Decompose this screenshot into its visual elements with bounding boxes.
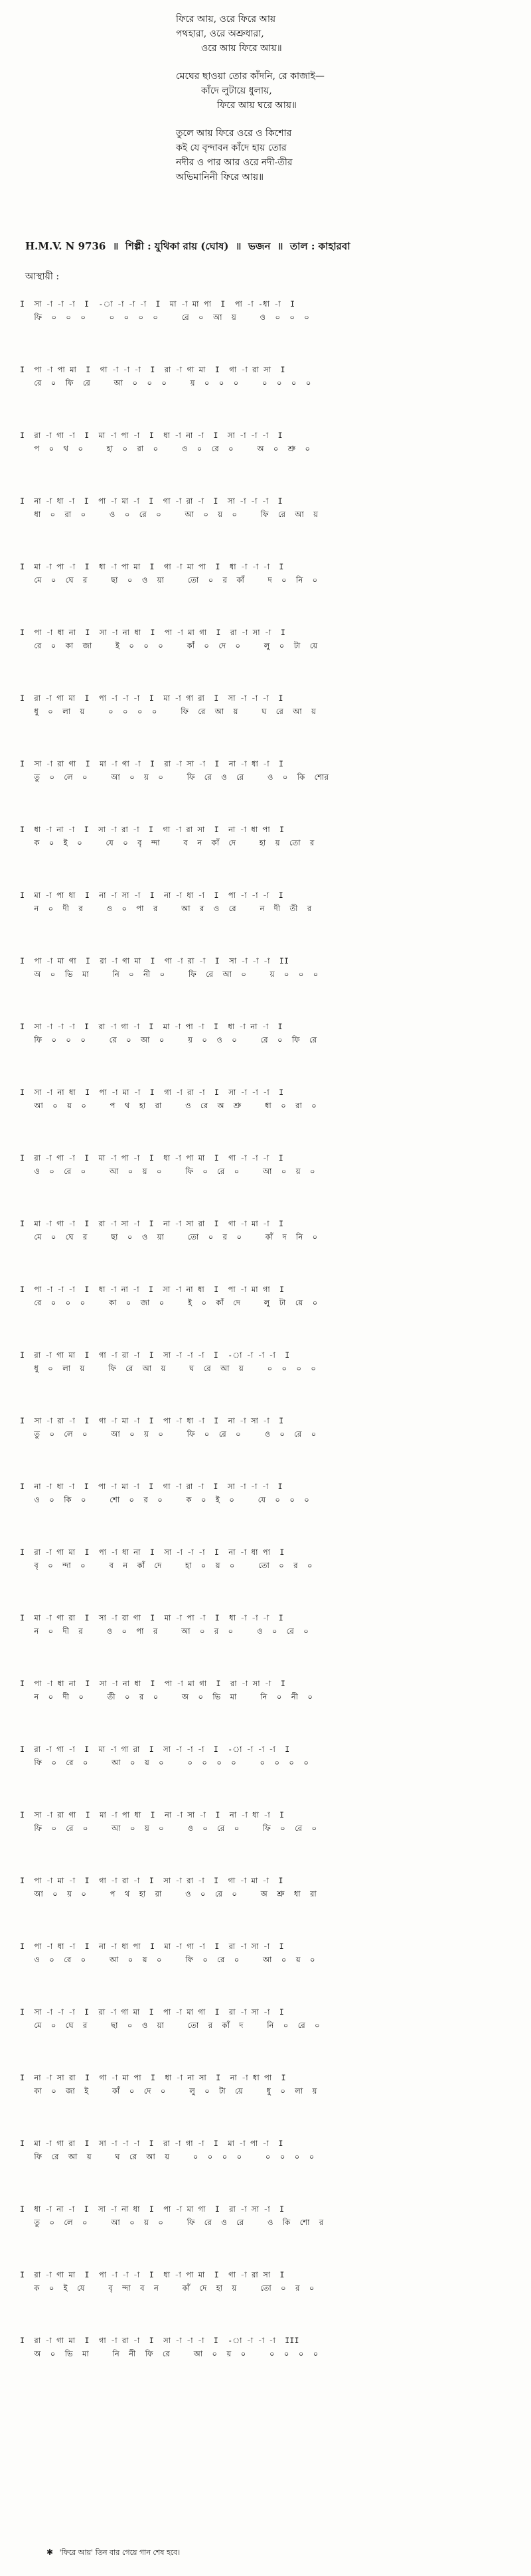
notation-row xyxy=(20,1409,511,1474)
bol-line: রে ০ কা জা ই ০ ০ ০ কাঁ ০ দে ০ লু ০ টা য়ে xyxy=(20,641,318,650)
bol-line: মে ০ ঘে র ছা ০ ও য়া তো ০ র কাঁ দ ০ নি ০ xyxy=(20,575,318,585)
bol-line: তু ০ লে ০ আ ০ য় ০ ফি ০ রে ০ ও ০ রে ০ xyxy=(20,1429,317,1439)
notation-row xyxy=(20,1869,511,1934)
bol-line: ফি ০ রে ০ আ ০ য় ০ ও ০ রে ০ ফি ০ রে ০ xyxy=(20,1824,317,1833)
lyrics-stanza-3 xyxy=(176,126,415,184)
artist-name: শিল্পী : যুথিকা রায় (ঘোষ) xyxy=(125,240,229,252)
notation-row xyxy=(20,358,511,423)
swara-line: I রা -া গা -া I মা -া পা -া I ধা -া পা মা I গা -া -া -া I xyxy=(20,1153,283,1163)
bol-line: ন ০ দী ০ তী ০ র ০ অ ০ ভি মা নি ০ নী ০ xyxy=(20,1692,313,1701)
lyric-line: মেঘের ছাওয়া তোর কাঁদনি, রে কাজাই— xyxy=(176,71,325,82)
bol-line: মে ০ ঘে র ছা ০ ও য়া তো ০ র ০ কাঁ দ নি ০ xyxy=(20,1232,318,1242)
lyric-line: অভিমানিনী ফিরে আয়॥ xyxy=(176,172,264,182)
notation-row xyxy=(20,1474,511,1540)
notation-row xyxy=(20,1737,511,1803)
lyrics-block xyxy=(176,12,415,198)
swara-line: I মা -া গা রা I সা -া -া -া I রা -া গা -া I মা -া পা -া I xyxy=(20,2139,283,2148)
bol-line: ধু ০ লা য় ফি রে আ য় ঘ রে আ য় ০ ০ ০ ০ xyxy=(20,1364,317,1373)
notation-row xyxy=(20,1080,511,1146)
bol-line: ফি ০ রে ০ আ ০ য় ০ ০ ০ ০ ০ ০ ০ ০ ০ xyxy=(20,1758,309,1767)
bol-line: ও ০ রে ০ আ ০ য় ০ ফি ০ রে ০ আ ০ য় ০ xyxy=(20,1955,315,1964)
bol-line: ও ০ রে ০ আ ০ য় ০ ফি ০ রে ০ আ ০ য় ০ xyxy=(20,1167,315,1176)
bol-line: ন ০ দী র ও ০ পা র আ র ও রে ন দী তী র xyxy=(20,904,312,913)
notation-row xyxy=(20,1803,511,1869)
bol-line: বৃ ০ ন্দা ০ ব ন কাঁ দে হা ০ য় ০ তো ০ র ০ xyxy=(20,1561,313,1570)
notation-row xyxy=(20,2066,511,2131)
swara-line: I রা -া গা -া I মা -া পা -া I ধা -া না -া I সা -া -া -া I xyxy=(20,431,283,440)
lyric-line: পথহারা, ওরে অশ্রুধারা, xyxy=(176,29,264,39)
bol-line: আ ০ য় ০ প থ হা রা ও ০ রে ০ অ শ্রু ধা রা xyxy=(20,1889,317,1898)
bol-line: ফি ০ ০ ০ রে ০ আ ০ য় ০ ও ০ রে ০ ফি রে xyxy=(20,1035,317,1044)
bol-line: ও ০ কি ০ শো ০ র ০ ক ০ ই ০ যে ০ ০ ০ xyxy=(20,1495,309,1504)
lyric-line: কাঁদে লুটায়ে ধুলায়, xyxy=(201,86,272,96)
bol-line: ক ০ ই ০ যে ০ বৃ ন্দা ব ন কাঁ দে হা য় তো র xyxy=(20,838,315,847)
swara-line: I পা -া ধা না I সা -া না ধা I পা -া মা গা I রা -া সা -া I xyxy=(20,1679,285,1688)
notation-row xyxy=(20,2328,511,2394)
bol-line: ক ০ ই যে বৃ ন্দা ব ন কাঁ দে হা য় তো ০ র ০ xyxy=(20,2283,315,2293)
notation-row xyxy=(20,1146,511,1212)
swara-line: I সা -া -া -া I রা -া গা মা I পা -া মা গা I রা -া সা -া I xyxy=(20,2007,285,2017)
lyric-line: ওরে আয় ফিরে আয়॥ xyxy=(201,43,282,54)
swara-line: I মা -া গা -া I রা -া সা -া I না -া সা রা I গা -া মা -া I xyxy=(20,1219,284,1228)
swara-line: I পা -া পা মা I গা -া -া -া I রা -া গা মা I গা -া রা সা I xyxy=(20,365,285,374)
swara-line: I মা -া পা -া I ধা -া পা মা I গা -া মা পা I ধা -া -া -া I xyxy=(20,562,284,571)
swara-line: I রা -া গা মা I পা -া -া -া I মা -া গা রা I সা -া -া -া I xyxy=(20,693,283,703)
notation-row xyxy=(20,620,511,686)
bol-line: প ০ থ ০ হা ০ রা ০ ও ০ রে ০ অ ০ শ্রু ০ xyxy=(20,444,311,453)
star-icon: ✱ xyxy=(46,2547,54,2557)
swara-line: I রা -া গা -া I মা -া গা রা I সা -া -া -া I -া -া -া -া I xyxy=(20,1745,290,1754)
footnote xyxy=(46,2547,180,2559)
lyric-line: কই যে বৃন্দাবন কাঁদে হায় তোর xyxy=(176,143,287,153)
swara-line: I সা -া না ধা I পা -া মা -া I গা -া রা -া I সা -া -া -া I xyxy=(20,1088,284,1097)
footnote-text: 'ফিরে আয়' তিন বার গেয়ে গান শেষ হবে। xyxy=(59,2548,181,2557)
notation-row xyxy=(20,1015,511,1080)
swara-line: I পা -া মা গা I রা -া গা মা I গা -া রা -া I সা -া -া -া II xyxy=(20,956,289,966)
notation-row xyxy=(20,1212,511,1277)
header-separator: ॥ xyxy=(232,240,245,252)
lyrics-stanza-2 xyxy=(176,69,415,113)
tala: তাল : কাহারবা xyxy=(289,240,350,252)
notation-row xyxy=(20,818,511,883)
notation-row xyxy=(20,1540,511,1606)
swara-line: I সা -া -া -া I -া -া -া -া I মা -া মা পা I পা -া -ধা -া I xyxy=(20,299,295,309)
bol-line: কা ০ জা ই কাঁ ০ দে ০ লু ০ টা য়ে ধু ০ লা য় xyxy=(20,2086,317,2096)
notation-row xyxy=(20,752,511,818)
swara-line: I সা -া রা গা I মা -া পা ধা I না -া সা -া I না -া ধা -া I xyxy=(20,1810,285,1820)
notation-row xyxy=(20,2197,511,2263)
header-separator: ॥ xyxy=(273,240,287,252)
notation-row xyxy=(20,555,511,620)
swara-line: I পা -া ধা -া I না -া ধা পা I মা -া গা -া I রা -া সা -া I xyxy=(20,1942,284,1951)
swara-line: I সা -া রা -া I গা -া মা -া I পা -া ধা -া I না -া সা -া I xyxy=(20,1416,284,1425)
genre: ভজন xyxy=(248,240,271,252)
notation-row xyxy=(20,1343,511,1409)
swara-line: I পা -া ধা না I সা -া না ধা I পা -া মা গা I রা -া সা -া I xyxy=(20,628,285,637)
bol-line: মে ০ ঘে র ছা ০ ও য়া তো র কাঁ দ নি ০ রে ০ xyxy=(20,2021,320,2030)
bol-line: ধা ০ রা ০ ও ০ রে ০ আ ০ য় ০ ফি রে আ য় xyxy=(20,510,319,519)
notation-row xyxy=(20,1934,511,2000)
aasthayi-label: আস্থায়ী : xyxy=(25,271,60,282)
bol-line: আ ০ য় ০ প থ হা রা ও রে অ শ্রু ধা ০ রা ০ xyxy=(20,1101,317,1110)
notation-row xyxy=(20,292,511,358)
swara-line: I মা -া গা রা I সা -া রা গা I মা -া পা -া I ধা -া -া -া I xyxy=(20,1613,283,1622)
bol-line: রে ০ ০ ০ কা ০ জা ০ ই ০ কাঁ দে লু টা য়ে ০ xyxy=(20,1298,318,1307)
lyric-line: তুলে আয় ফিরে ওরে ও কিশোর xyxy=(176,128,292,139)
notation-row xyxy=(20,2263,511,2328)
swara-line: I রা -া গা মা I পা -া ধা না I সা -া -া -া I না -া ধা পা I xyxy=(20,1547,285,1557)
swara-line: I ধা -া না -া I সা -া রা -া I গা -া রা সা I না -া ধা পা I xyxy=(20,825,285,834)
notation-row xyxy=(20,883,511,949)
lyrics-stanza-1 xyxy=(176,12,415,56)
notation-row xyxy=(20,1672,511,1737)
swara-line: I মা -া পা ধা I না -া সা -া I না -া ধা -া I পা -া -া -া I xyxy=(20,891,283,900)
bol-line: তু ০ লে ০ আ ০ য় ০ ফি রে ও রে ও ০ কি শোর xyxy=(20,772,329,782)
bol-line: রে ০ ফি রে আ ০ ০ ০ য় ০ ০ ০ ০ ০ ০ ০ xyxy=(20,378,311,388)
notation-row xyxy=(20,489,511,555)
swara-line: I সা -া রা গা I মা -া গা -া I রা -া সা -া I না -া ধা -া I xyxy=(20,759,284,768)
notation-row xyxy=(20,423,511,489)
swara-line: I রা -া গা মা I গা -া রা -া I সা -া -া -া I -া -া -া -া III xyxy=(20,2336,299,2345)
notation-staff xyxy=(20,292,511,2394)
notation-row xyxy=(20,2000,511,2066)
bol-line: অ ০ ভি মা নি নী ফি রে আ ০ য় ০ ০ ০ ০ ০ xyxy=(20,2349,319,2358)
header-separator: ॥ xyxy=(109,240,122,252)
bol-line: ন ০ দী র ও ০ পা র আ ০ র ০ ও ০ রে ০ xyxy=(20,1626,309,1636)
swara-line: I ধা -া না -া I সা -া না ধা I পা -া মা গা I রা -া সা -া I xyxy=(20,2204,285,2214)
notation-row xyxy=(20,686,511,752)
bol-line: ধু ০ লা য় ০ ০ ০ ০ ফি রে আ য় ঘ রে আ য় xyxy=(20,707,317,716)
bol-line: ফি রে আ য় ঘ রে আ য় ০ ০ ০ ০ ০ ০ ০ ০ xyxy=(20,2152,315,2161)
notation-row xyxy=(20,949,511,1015)
record-header xyxy=(25,239,516,255)
lyric-line: ফিরে আয় ঘরে আয়॥ xyxy=(217,100,297,111)
record-number: H.M.V. N 9736 xyxy=(25,240,106,252)
swara-line: I পা -া -া -া I ধা -া না -া I সা -া না ধা I পা -া মা গা I xyxy=(20,1285,285,1294)
bol-line: তু ০ লে ০ আ ০ য় ০ ফি রে ও রে ও কি শো র xyxy=(20,2218,324,2227)
bol-line: অ ০ ভি মা নি ০ নী ০ ফি রে আ ০ য় ০ ০ ০ xyxy=(20,969,319,979)
swara-line: I সা -া -া -া I রা -া গা -া I মা -া পা -া I ধা -া না -া I xyxy=(20,1022,283,1031)
bol-line: ফি ০ ০ ০ ০ ০ ০ ০ রে ০ আ য় ও ০ ০ ০ xyxy=(20,313,309,322)
swara-line: I পা -া মা -া I গা -া রা -া I সা -া রা -া I গা -া মা -া I xyxy=(20,1876,283,1885)
swara-line: I রা -া গা মা I গা -া রা -া I সা -া -া -া I -া -া -া -া I xyxy=(20,1350,290,1360)
swara-line: I না -া ধা -া I পা -া মা -া I গা -া রা -া I সা -া -া -া I xyxy=(20,496,283,506)
notation-row xyxy=(20,1277,511,1343)
swara-line: I রা -া গা মা I পা -া -া -া I ধা -া পা মা I গা -া রা সা I xyxy=(20,2270,285,2279)
notation-row xyxy=(20,2131,511,2197)
swara-line: I না -া ধা -া I পা -া মা -া I গা -া রা -া I সা -া -া -া I xyxy=(20,1482,283,1491)
lyric-line: ফিরে আয়, ওরে ফিরে আয় xyxy=(176,14,276,25)
lyric-line: নদীর ও পার আর ওরে নদী-তীর xyxy=(176,157,293,168)
notation-row xyxy=(20,1606,511,1672)
swara-line: I না -া সা রা I গা -া মা পা I ধা -া না সা I না -া ধা পা I xyxy=(20,2073,286,2082)
